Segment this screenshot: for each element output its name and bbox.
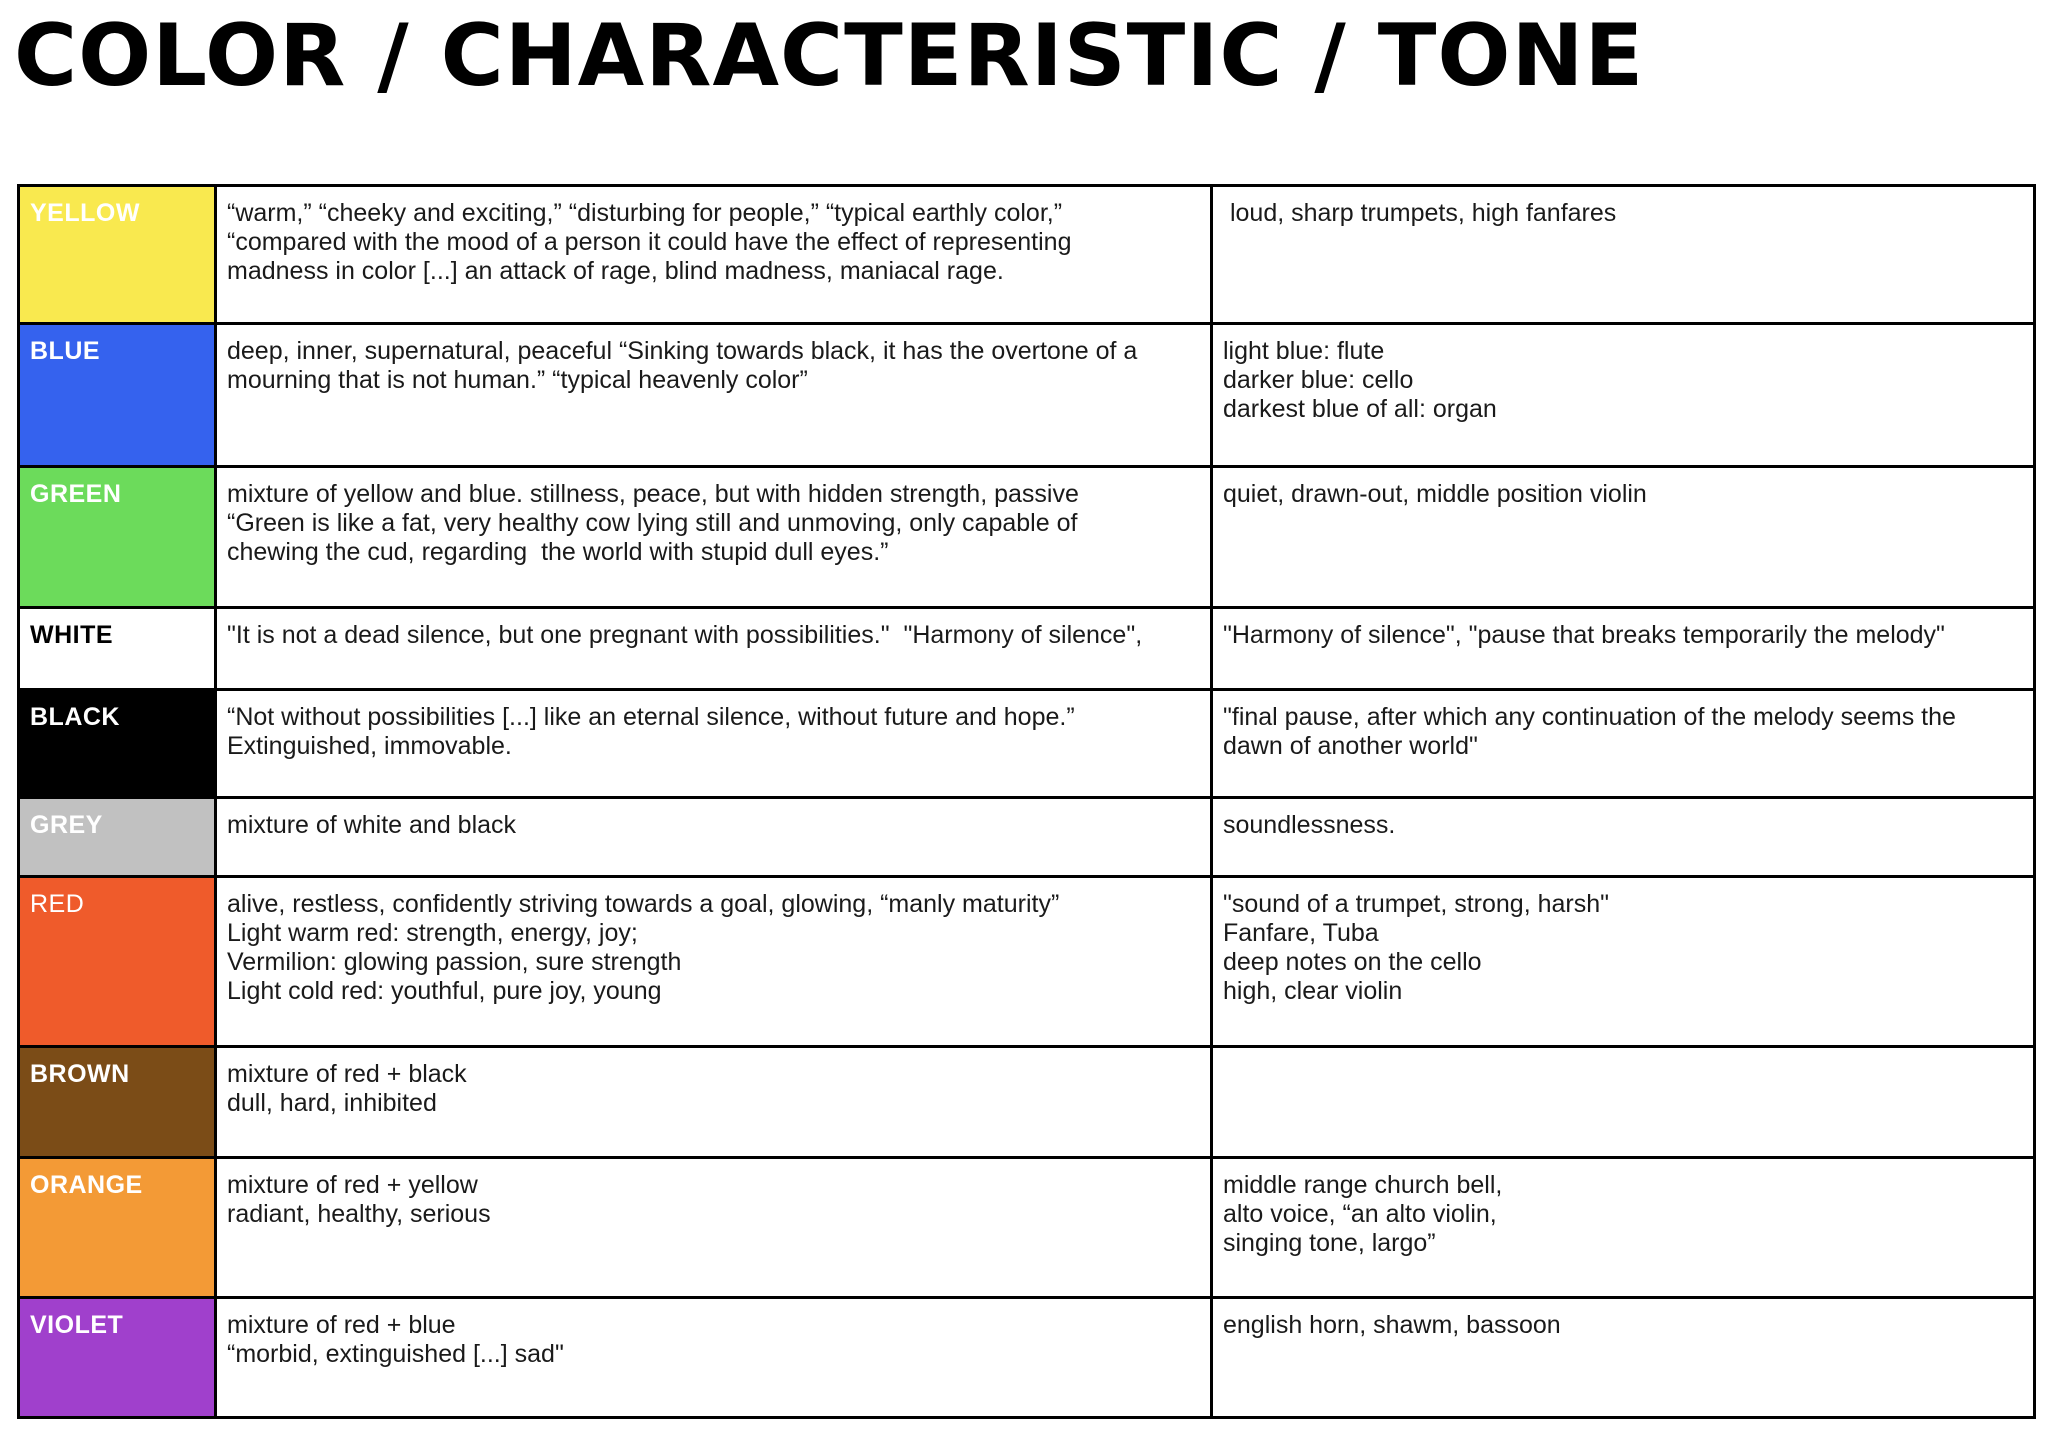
tone-line: "Harmony of silence", "pause that breaks temporarily the melody": [1223, 621, 1945, 649]
characteristic-cell-yellow: [216, 186, 1212, 324]
characteristic-line: mixture of white and black: [227, 811, 517, 839]
characteristic-cell-grey: [216, 798, 1212, 877]
tone-cell-black: [1212, 690, 2035, 798]
characteristic-line: “Not without possibilities [...] like an eternal silence, without future and hope.”: [227, 703, 1075, 731]
characteristic-cell-red: [216, 877, 1212, 1047]
tone-line: dawn of another world": [1223, 732, 1478, 760]
table-row-red: [19, 877, 2035, 1047]
characteristic-line: dull, hard, inhibited: [227, 1089, 437, 1117]
color-swatch-brown: BROWN: [19, 1047, 216, 1158]
tone-cell-yellow: [1212, 186, 2035, 324]
characteristic-line: Extinguished, immovable.: [227, 732, 512, 760]
characteristic-cell-black: [216, 690, 1212, 798]
page-title: COLOR / CHARACTERISTIC / TONE: [14, 6, 1645, 106]
characteristic-line: chewing the cud, regarding the world with stupid dull eyes.”: [227, 538, 889, 566]
tone-cell-green: [1212, 467, 2035, 608]
table-row-grey: [19, 798, 2035, 877]
characteristic-line: “compared with the mood of a person it could have the effect of representing: [227, 228, 1072, 256]
characteristic-cell-brown: [216, 1047, 1212, 1158]
characteristic-cell-orange: [216, 1158, 1212, 1298]
characteristic-line: “morbid, extinguished [...] sad": [227, 1340, 564, 1368]
characteristic-cell-green: [216, 467, 1212, 608]
color-swatch-white: WHITE: [19, 608, 216, 690]
color-swatch-grey: GREY: [19, 798, 216, 877]
color-swatch-yellow: YELLOW: [19, 186, 216, 324]
color-swatch-red: RED: [19, 877, 216, 1047]
tone-cell-grey: [1212, 798, 2035, 877]
tone-cell-white: [1212, 608, 2035, 690]
tone-cell-violet: [1212, 1298, 2035, 1418]
tone-cell-brown: [1212, 1047, 2035, 1158]
color-tone-table: [17, 184, 2036, 1419]
characteristic-cell-white: [216, 608, 1212, 690]
table-row-blue: [19, 324, 2035, 467]
table-row-white: [19, 608, 2035, 690]
color-swatch-orange: ORANGE: [19, 1158, 216, 1298]
tone-line: loud, sharp trumpets, high fanfares: [1223, 199, 1617, 227]
characteristic-line: mixture of yellow and blue. stillness, peace, but with hidden strength, passive: [227, 480, 1079, 508]
tone-line: quiet, drawn-out, middle position violin: [1223, 480, 1647, 508]
tone-line: high, clear violin: [1223, 977, 1403, 1005]
characteristic-line: mixture of red + black: [227, 1060, 467, 1088]
characteristic-line: "It is not a dead silence, but one pregnant with possibilities." "Harmony of silence",: [227, 621, 1143, 649]
characteristic-line: Light warm red: strength, energy, joy;: [227, 919, 638, 947]
tone-line: darkest blue of all: organ: [1223, 395, 1497, 423]
tone-line: "sound of a trumpet, strong, harsh": [1223, 890, 1610, 918]
tone-line: "final pause, after which any continuation of the melody seems the: [1223, 703, 1956, 731]
tone-cell-red: [1212, 877, 2035, 1047]
characteristic-line: radiant, healthy, serious: [227, 1200, 491, 1228]
characteristic-line: deep, inner, supernatural, peaceful “Sinking towards black, it has the overtone of a: [227, 337, 1138, 365]
characteristic-line: alive, restless, confidently striving towards a goal, glowing, “manly maturity”: [227, 890, 1060, 918]
color-swatch-blue: BLUE: [19, 324, 216, 467]
table-row-orange: [19, 1158, 2035, 1298]
table-row-black: [19, 690, 2035, 798]
characteristic-line: “Green is like a fat, very healthy cow lying still and unmoving, only capable of: [227, 509, 1078, 537]
characteristic-line: mixture of red + blue: [227, 1311, 456, 1339]
tone-line: darker blue: cello: [1223, 366, 1414, 394]
characteristic-line: mixture of red + yellow: [227, 1171, 478, 1199]
table-row-brown: [19, 1047, 2035, 1158]
characteristic-line: “warm,” “cheeky and exciting,” “disturbing for people,” “typical earthly color,”: [227, 199, 1063, 227]
characteristic-line: Vermilion: glowing passion, sure strength: [227, 948, 682, 976]
tone-line: english horn, shawm, bassoon: [1223, 1311, 1561, 1339]
characteristic-line: mourning that is not human.” “typical heavenly color”: [227, 366, 808, 394]
table-row-violet: [19, 1298, 2035, 1418]
table-row-green: [19, 467, 2035, 608]
tone-line: singing tone, largo”: [1223, 1229, 1436, 1257]
tone-line: Fanfare, Tuba: [1223, 919, 1379, 947]
tone-line: soundlessness.: [1223, 811, 1396, 839]
tone-line: alto voice, “an alto violin,: [1223, 1200, 1497, 1228]
characteristic-cell-violet: [216, 1298, 1212, 1418]
characteristic-cell-blue: [216, 324, 1212, 467]
tone-line: deep notes on the cello: [1223, 948, 1482, 976]
characteristic-line: Light cold red: youthful, pure joy, young: [227, 977, 662, 1005]
table-row-yellow: [19, 186, 2035, 324]
color-swatch-black: BLACK: [19, 690, 216, 798]
tone-cell-orange: [1212, 1158, 2035, 1298]
tone-cell-blue: [1212, 324, 2035, 467]
characteristic-line: madness in color [...] an attack of rage, blind madness, maniacal rage.: [227, 257, 1004, 285]
color-swatch-violet: VIOLET: [19, 1298, 216, 1418]
tone-line: middle range church bell,: [1223, 1171, 1503, 1199]
color-swatch-green: GREEN: [19, 467, 216, 608]
tone-line: light blue: flute: [1223, 337, 1385, 365]
